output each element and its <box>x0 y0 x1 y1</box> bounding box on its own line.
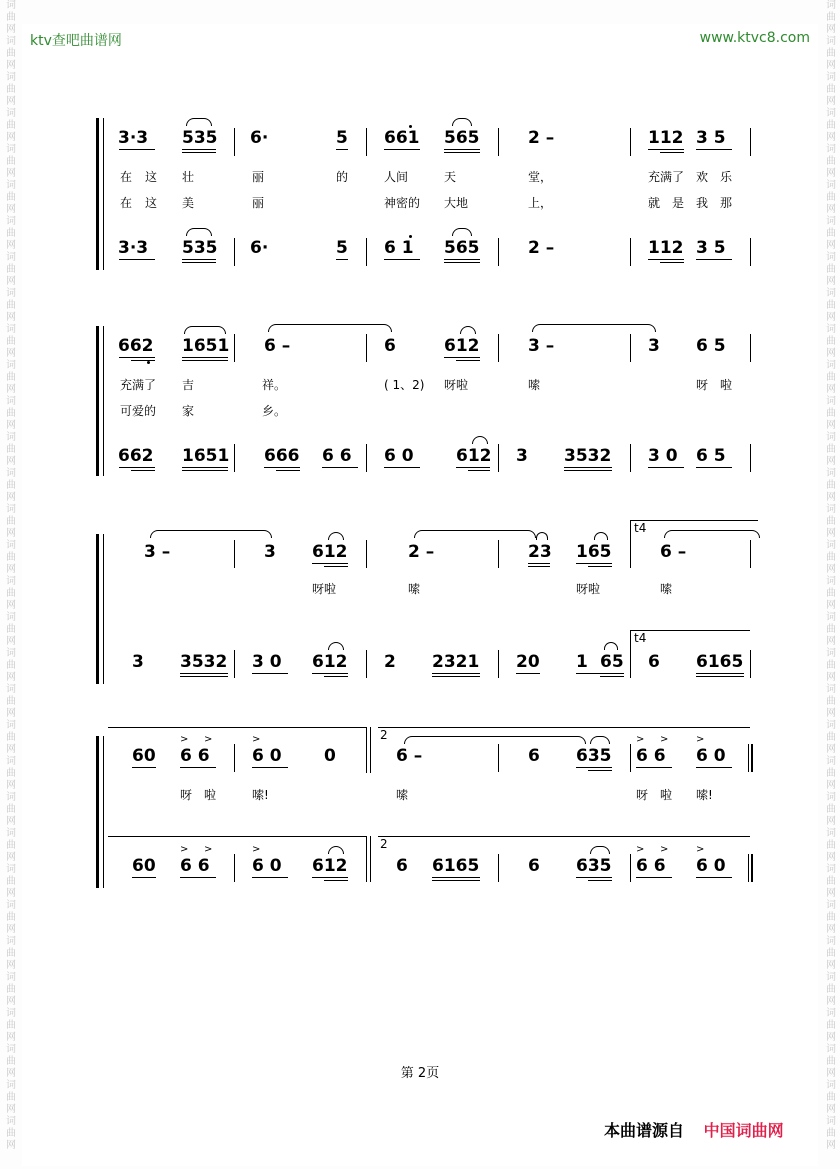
note: 2 – <box>408 542 435 562</box>
note: 6 <box>384 336 396 356</box>
note: 6 0 <box>252 856 282 876</box>
lyric: 大地 <box>444 196 469 210</box>
note: 6 6 <box>636 856 666 876</box>
lyric: 在 <box>120 170 133 184</box>
note: 6· <box>250 128 269 148</box>
lyric: 吉 <box>182 378 195 392</box>
lyric: 的 <box>336 170 349 184</box>
source-label: 本曲谱源自 <box>604 1121 685 1140</box>
source-site-link[interactable]: 中国词曲网 <box>703 1121 784 1140</box>
lyric: 呀 <box>636 788 649 802</box>
lyric: 美 <box>182 196 195 210</box>
note: 6 6 <box>180 746 210 766</box>
lyric: 我 <box>696 196 709 210</box>
note: 3532 <box>180 652 228 672</box>
note: 3 – <box>144 542 171 562</box>
lyric: 丽 <box>252 196 265 210</box>
note: 6 <box>648 652 660 672</box>
note: 112 <box>648 128 684 148</box>
volta-label: t4 <box>634 521 647 535</box>
note: 3 <box>516 446 528 466</box>
note: 6 – <box>264 336 291 356</box>
note: 6 – <box>660 542 687 562</box>
note: 23 <box>528 542 552 562</box>
note: 3 5 <box>696 238 726 258</box>
note: 6 6 <box>180 856 210 876</box>
lyric: 呀 <box>180 788 193 802</box>
lyric: 嗦 <box>660 582 673 596</box>
note: 6 <box>528 746 540 766</box>
note: 635 <box>576 746 612 766</box>
score-page <box>22 24 818 1166</box>
note: 6 0 <box>252 746 282 766</box>
lyric: 嗦 <box>396 788 409 802</box>
site-url-right[interactable]: www.ktvc8.com <box>699 30 810 46</box>
note: 662 <box>118 446 154 466</box>
note: 3·3 <box>118 238 149 258</box>
lyric: 充满了 <box>648 170 685 184</box>
lyric: 嗦! <box>252 788 269 802</box>
note: 612 <box>312 542 348 562</box>
lyric: 那 <box>720 196 733 210</box>
lyric: 天 <box>444 170 457 184</box>
lyric: 堂， <box>528 170 553 184</box>
lyric: 欢 <box>696 170 709 184</box>
page-number: 第 2页 <box>400 1066 440 1081</box>
lyric: 祥。 <box>262 378 287 392</box>
note: 3 <box>132 652 144 672</box>
note: 3 <box>648 336 660 356</box>
note: 6 6 <box>636 746 666 766</box>
volta-number: 2 <box>380 837 388 851</box>
lyric: 充满了 <box>120 378 157 392</box>
note: 6· <box>250 238 269 258</box>
lyric: 啦 <box>204 788 217 802</box>
lyric: 呀啦 <box>312 582 337 596</box>
note: 662 <box>118 336 154 356</box>
lyric: 上， <box>528 196 553 210</box>
lyric: 神密的 <box>384 196 421 210</box>
watermark-left: 词曲网词曲网词曲网词曲网词曲网词曲网词曲网词曲网词曲网词曲网词曲网词曲网词曲网词曲网词曲网词曲网词曲网词曲网词曲网词曲网词曲网词曲网词曲网词曲网词曲网词曲网词曲网词曲网词曲网词曲网词曲网词曲网 <box>6 0 16 1151</box>
lyric: 这 <box>145 196 158 210</box>
note: 535 <box>182 128 218 148</box>
note: 612 <box>456 446 492 466</box>
note: 2 – <box>528 128 555 148</box>
note: 6 1 <box>384 238 414 258</box>
lyric: 嗦 <box>408 582 421 596</box>
note: 165 <box>576 542 612 562</box>
lyric: 啦 <box>720 378 733 392</box>
note: 1651 <box>182 336 230 356</box>
note: 6 5 <box>696 336 726 356</box>
note: 3 5 <box>696 128 726 148</box>
note: 3 <box>264 542 276 562</box>
note: 6 0 <box>696 856 726 876</box>
note: 612 <box>312 652 348 672</box>
note: 60 <box>132 856 156 876</box>
lyric: 这 <box>145 170 158 184</box>
note: 3·3 <box>118 128 149 148</box>
note: 535 <box>182 238 218 258</box>
note: 3532 <box>564 446 612 466</box>
lyric: 乐 <box>720 170 733 184</box>
lyric: 丽 <box>252 170 265 184</box>
volta-label: t4 <box>634 631 647 645</box>
note: 6 6 <box>322 446 352 466</box>
lyric: 人间 <box>384 170 409 184</box>
lyric: 呀啦 <box>576 582 601 596</box>
lyric: 嗦! <box>696 788 713 802</box>
note: 6 5 <box>696 446 726 466</box>
note: 565 <box>444 238 480 258</box>
volta-number: 2 <box>380 728 388 742</box>
lyric: 可爱的 <box>120 404 157 418</box>
lyric: 就 <box>648 196 661 210</box>
note: 3 0 <box>252 652 282 672</box>
note: 5 <box>336 128 348 148</box>
note: 112 <box>648 238 684 258</box>
lyric: 壮 <box>182 170 195 184</box>
note: 6165 <box>696 652 744 672</box>
system-4: 2 60 6 6 > > 6 0 > 0 6 – 6 635 6 6 > > 6 0 > 呀 啦 嗦! 嗦 呀 啦 嗦! 2 60 6 6 > > 6 0 > 612 6 6165 6 635 6 6 > > 6 0 > <box>0 0 840 1169</box>
note: 661 <box>384 128 420 148</box>
note: 3 0 <box>648 446 678 466</box>
site-name-left[interactable]: ktv查吧曲谱网 <box>30 33 122 49</box>
note: 20 <box>516 652 540 672</box>
note: 565 <box>444 128 480 148</box>
lyric: 在 <box>120 196 133 210</box>
note: 6 0 <box>384 446 414 466</box>
note: 2321 <box>432 652 480 672</box>
lyric: 呀啦 <box>444 378 469 392</box>
note: 612 <box>312 856 348 876</box>
note: 5 <box>336 238 348 258</box>
note: 6 0 <box>696 746 726 766</box>
lyric: ( 1、2) <box>384 378 425 392</box>
lyric: 家 <box>182 404 195 418</box>
note: 6165 <box>432 856 480 876</box>
note: 6 <box>528 856 540 876</box>
note: 2 <box>384 652 396 672</box>
note: 1 <box>576 652 588 672</box>
lyric: 是 <box>672 196 685 210</box>
note: 6 <box>396 856 408 876</box>
note: 2 – <box>528 238 555 258</box>
note: 65 <box>600 652 624 672</box>
note: 612 <box>444 336 480 356</box>
lyric: 乡。 <box>262 404 287 418</box>
note: 60 <box>132 746 156 766</box>
lyric: 啦 <box>660 788 673 802</box>
note: 3 – <box>528 336 555 356</box>
watermark-right: 词曲网词曲网词曲网词曲网词曲网词曲网词曲网词曲网词曲网词曲网词曲网词曲网词曲网词曲网词曲网词曲网词曲网词曲网词曲网词曲网词曲网词曲网词曲网词曲网词曲网词曲网词曲网词曲网词曲网词曲网词曲网词曲网 <box>826 0 836 1151</box>
source-credit[interactable] <box>604 1118 784 1141</box>
note: 6 – <box>396 746 423 766</box>
note: 0 <box>324 746 336 766</box>
note: 666 <box>264 446 300 466</box>
lyric: 嗦 <box>528 378 541 392</box>
lyric: 呀 <box>696 378 709 392</box>
note: 1651 <box>182 446 230 466</box>
note: 635 <box>576 856 612 876</box>
